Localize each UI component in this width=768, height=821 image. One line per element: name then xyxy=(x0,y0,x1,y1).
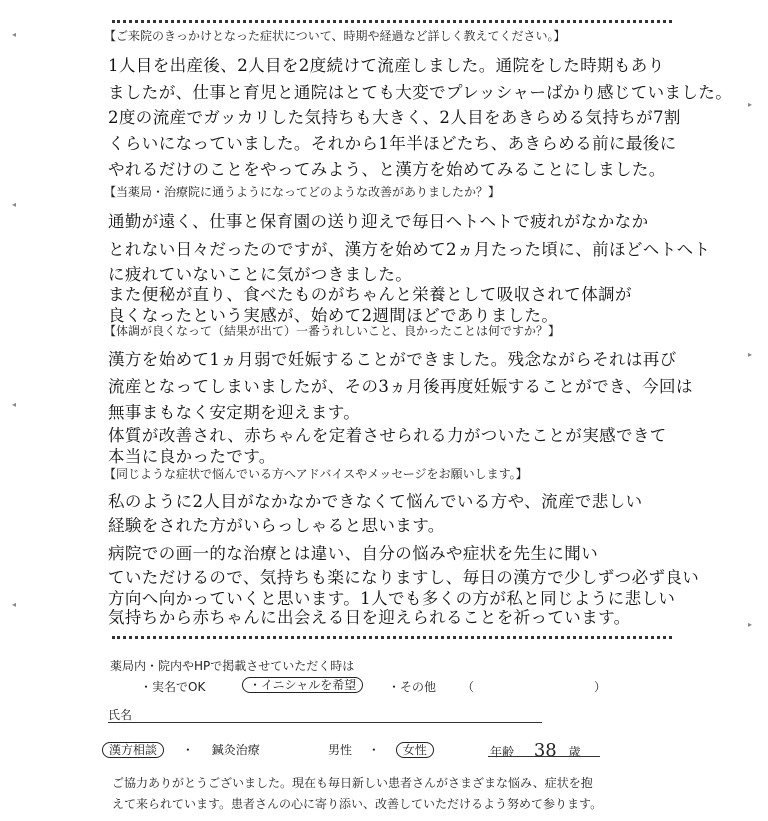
scan-margin-mark: ◂ xyxy=(12,200,17,209)
section-3-line-1: 漢方を始めて1ヵ月弱で妊娠することができました。残念ながらそれは再び xyxy=(108,350,677,369)
section-3-line-4: 体質が改善され、赤ちゃんを定着させられる力がついたことが実感できて xyxy=(108,426,667,445)
section-4-line-5: 方向へ向かっていくと思います。1人でも多くの方が私と同じように悲しい xyxy=(108,589,676,608)
section-3-line-2: 流産となってしまいましたが、その3ヵ月後再度妊娠することができ、今回は xyxy=(108,377,693,396)
age-label: 年齢 xyxy=(490,745,515,759)
treatment-separator: ・ xyxy=(181,743,194,757)
option-other-blank: （ ） xyxy=(462,680,607,694)
section-3-line-5: 本当に良かったです。 xyxy=(108,447,276,466)
section-1-line-3: 2度の流産でガッカリした気持ちも大きく、2人目をあきらめる気持ちが7割 xyxy=(108,108,681,127)
age-value[interactable]: 38 xyxy=(533,740,557,761)
section-2-line-2: とれない日々だったのですが、漢方を始めて2ヵ月たった頃に、前ほどヘトヘト xyxy=(108,240,711,259)
publish-permission-label: 薬局内・院内やHPで掲載させていただく時は xyxy=(110,659,355,673)
scan-margin-mark: ▸ xyxy=(748,100,753,109)
section-1-line-5: やれるだけのことをやってみよう、と漢方を始めてみることにしました。 xyxy=(108,160,666,179)
option-realname[interactable]: ・実名でOK xyxy=(140,680,206,694)
section-4-line-3: 病院での画一的な治療とは違い、自分の悩みや症状を先生に聞い xyxy=(108,544,599,563)
section-4-line-1: 私のように2人目がなかなかできなくて悩んでいる方や、流産で悲しい xyxy=(108,492,643,511)
name-label: 氏名 xyxy=(108,708,133,722)
top-dotted-border xyxy=(112,20,672,23)
section-1-line-4: くらいになっていました。それから1年半ほどたち、あきらめる前に最後に xyxy=(108,134,677,153)
gender-separator: ・ xyxy=(367,743,380,757)
section-2-line-4: また便秘が直り、食べたものがちゃんと栄養として吸収されて体調が xyxy=(108,285,632,304)
thanks-line-1: ご協力ありがとうございました。現在も毎日新しい患者さんがさまざまな悩み、症状を抱 xyxy=(112,776,593,790)
scan-margin-mark: ◂ xyxy=(12,30,17,39)
section-2-line-5: 良くなったという実感が、始めて2週間ほどでありました。 xyxy=(108,306,559,325)
gender-male[interactable]: 男性 xyxy=(328,743,353,757)
section-1-heading: 【ご来院のきっかけとなった症状について、時期や経過など詳しく教えてください。】 xyxy=(104,29,566,43)
thanks-line-2: えて来られています。患者さんの心に寄り添い、改善していただけるよう努めて参ります。 xyxy=(112,797,603,811)
age-underline xyxy=(488,756,600,757)
section-2-line-3: に疲れていないことに気がつきました。 xyxy=(108,265,413,284)
gender-options xyxy=(328,741,434,758)
treatment-kampo-selected[interactable]: 漢方相談 xyxy=(102,742,164,758)
option-other[interactable]: ・その他 xyxy=(388,680,437,694)
section-4-heading: 【同じような症状で悩んでいる方へアドバイスやメッセージをお願いします。】 xyxy=(104,467,528,481)
section-2-heading: 【当薬局・治療院に通うようになってどのような改善がありましたか？】 xyxy=(104,185,501,199)
age-unit: 歳 xyxy=(568,745,581,759)
section-4-line-6: 気持ちから赤ちゃんに出会える日を迎えられることを祈っています。 xyxy=(108,608,631,627)
scan-margin-mark: ▸ xyxy=(748,350,753,359)
section-4-line-2: 経験をされた方がいらっしゃると思います。 xyxy=(108,516,445,535)
scan-margin-mark: ◂ xyxy=(12,400,17,409)
scan-margin-mark: ▸ xyxy=(748,620,753,629)
option-initial[interactable] xyxy=(242,676,363,693)
section-1-line-1: 1人目を出産後、2人目を2度続けて流産しました。通院をした時期もあり xyxy=(108,56,665,75)
age-field xyxy=(490,740,581,761)
treatment-acupuncture[interactable]: 鍼灸治療 xyxy=(211,743,260,757)
section-4-line-4: ていただけるので、気持ちも楽になりますし、毎日の漢方で少しずつ必ず良い xyxy=(108,568,700,587)
bottom-dotted-border xyxy=(112,636,672,639)
section-2-line-1: 通勤が遠く、仕事と保育園の送り迎えで毎日ヘトヘトで疲れがなかなか xyxy=(108,212,649,231)
section-3-line-3: 無事まもなく安定期を迎えます。 xyxy=(108,403,361,422)
section-1-line-2: ましたが、仕事と育児と通院はとても大変でプレッシャーばかり感じていました。 xyxy=(108,83,733,102)
option-initial-selected: ・イニシャルを希望 xyxy=(242,677,363,693)
gender-female-selected[interactable]: 女性 xyxy=(396,742,434,758)
section-3-heading: 【体調が良くなって（結果が出て）一番うれしいこと、良かったことは何ですか？】 xyxy=(104,324,561,338)
treatment-options xyxy=(102,741,260,758)
scan-margin-mark: ◂ xyxy=(12,600,17,609)
name-underline xyxy=(108,722,542,723)
